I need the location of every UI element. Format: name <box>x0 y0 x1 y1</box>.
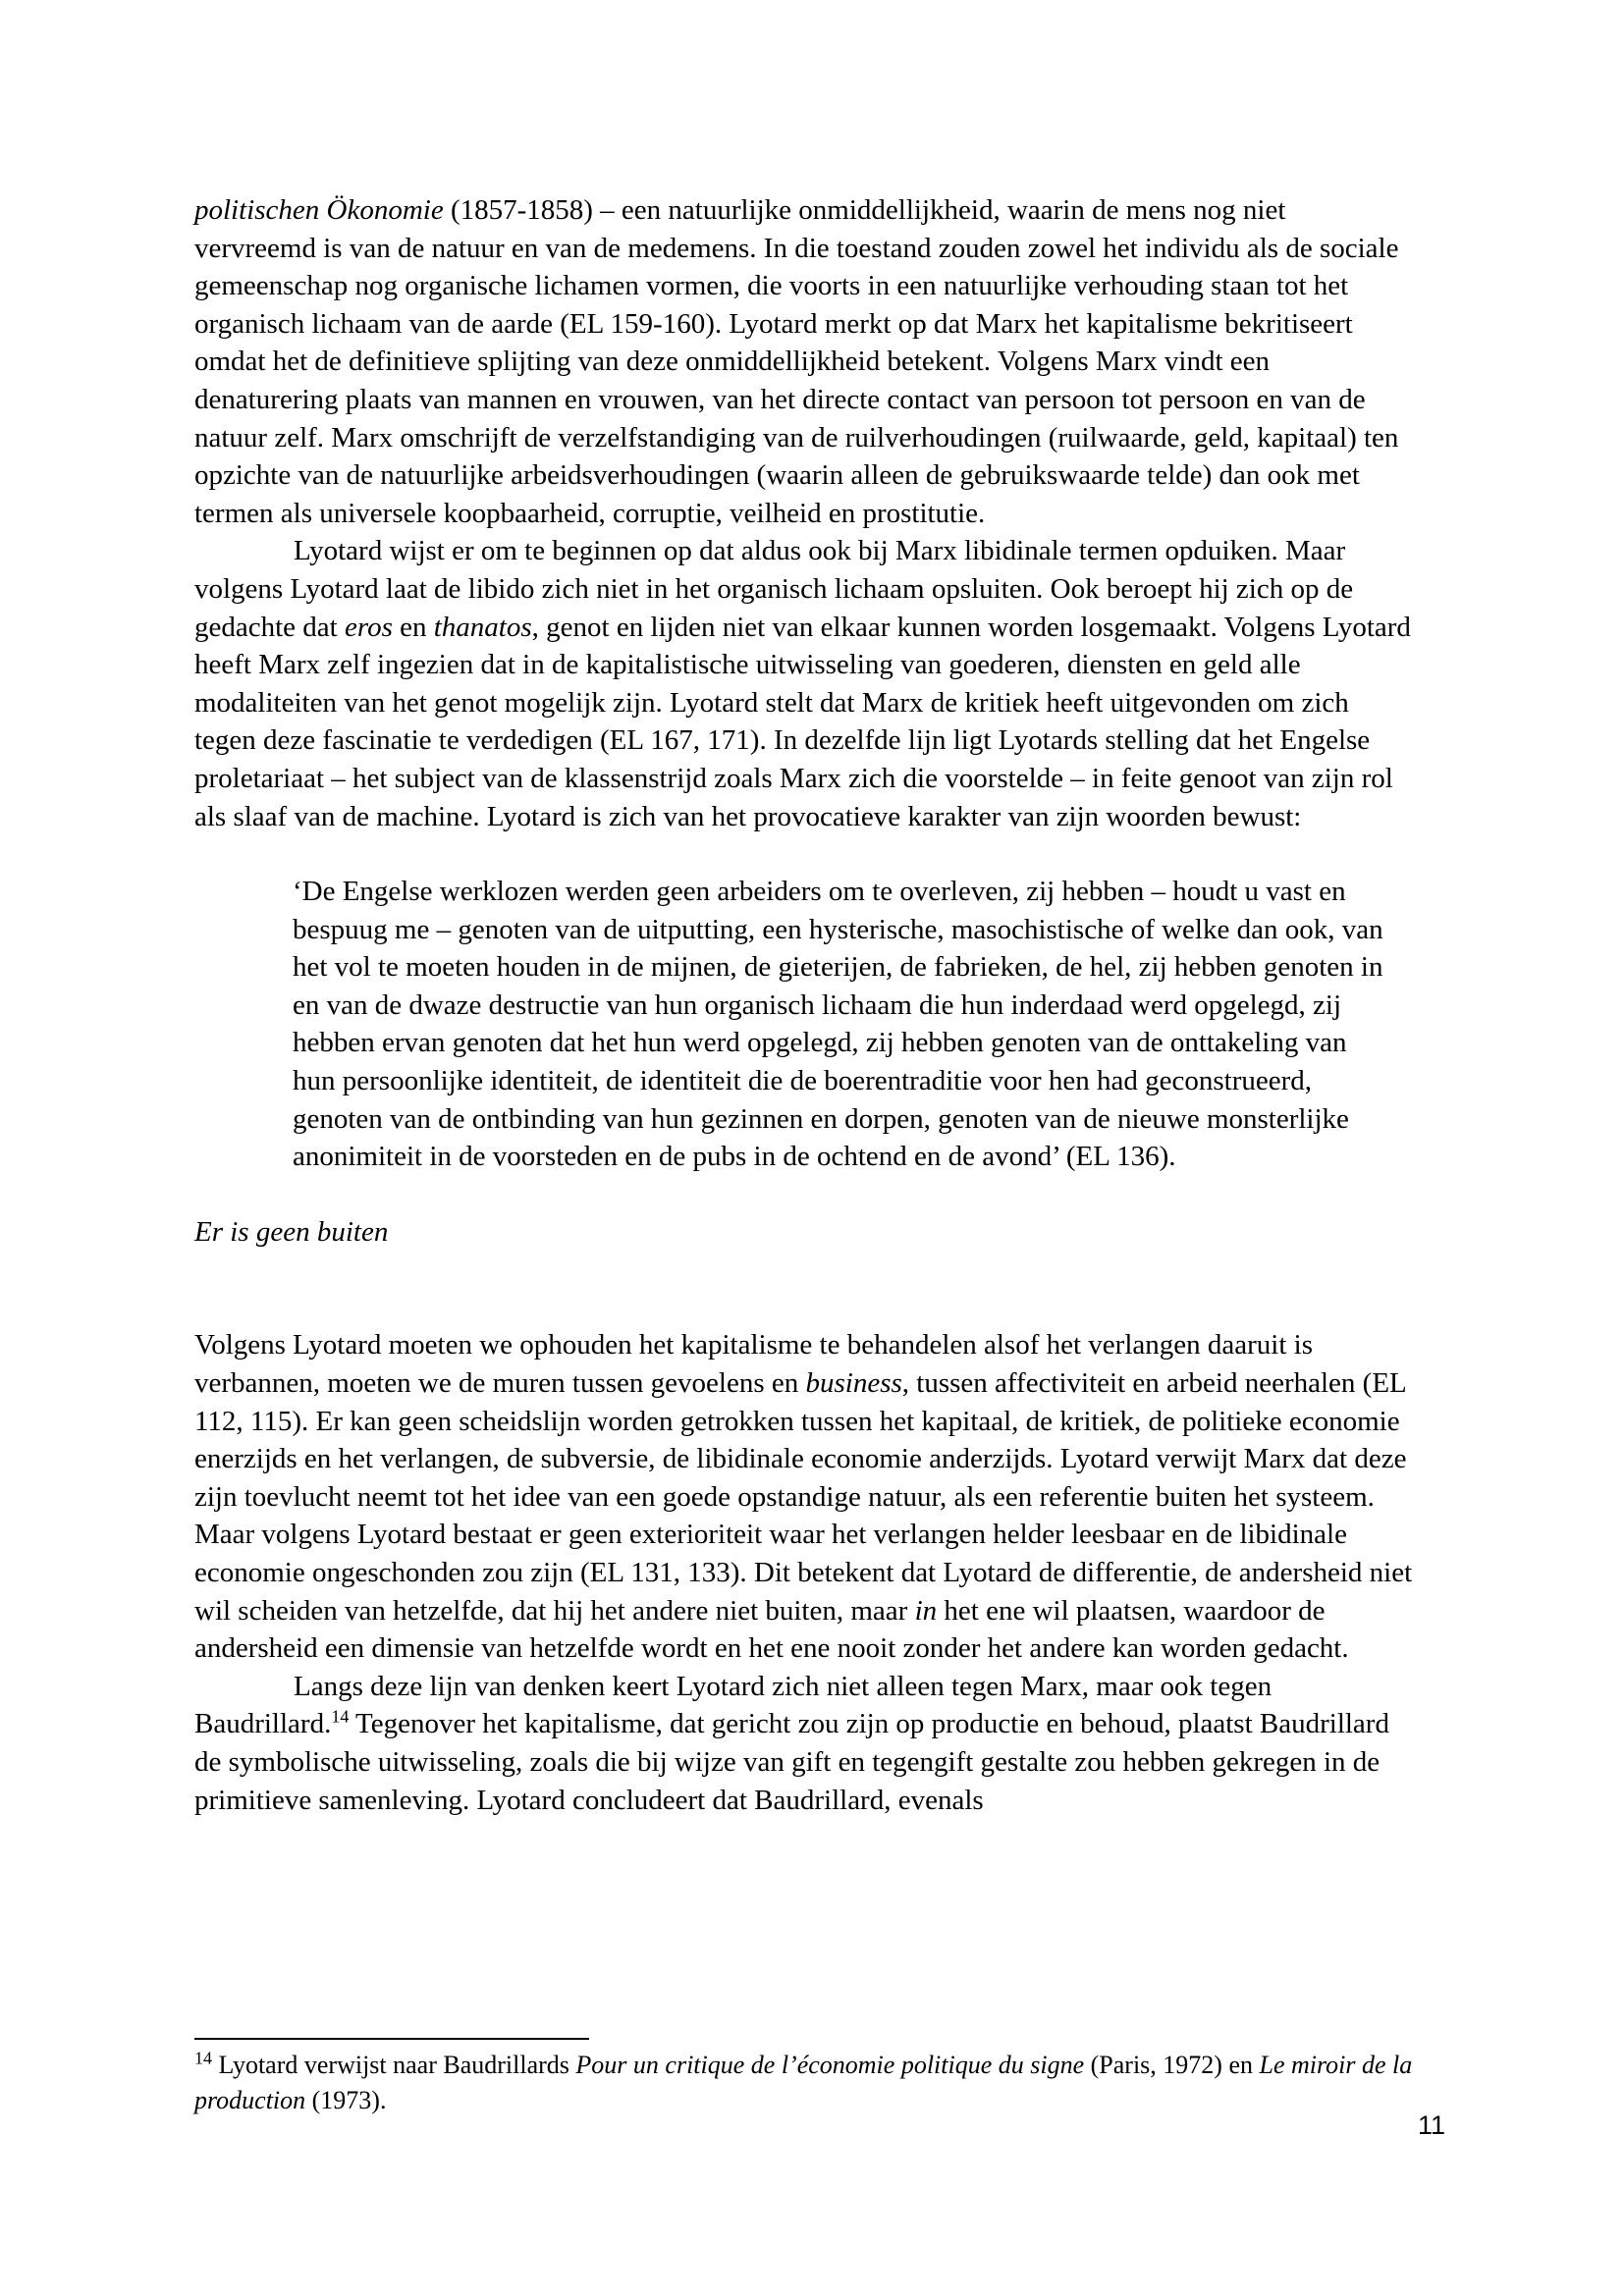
paragraph-1 <box>194 191 1414 532</box>
footnote-14 <box>194 2048 1414 2118</box>
footnote <box>194 2048 1414 2118</box>
paragraph-4-text-a: Langs deze lijn van denken keert Lyotard zich niet alleen tegen Marx, maar ook tegen Baudrillard. <box>194 1670 1272 1740</box>
footnote-title-2: Le miroir de la production <box>194 2051 1413 2114</box>
section-heading <box>194 1213 1414 1252</box>
footnote-separator <box>194 2038 589 2040</box>
paragraph-3-text-a: Volgens Lyotard moeten we ophouden het kapitalisme te behandelen alsof het verlangen daaruit is verbannen, moeten we de muren tussen gevoelens en <box>194 1329 1313 1400</box>
section-heading-text: Er is geen buiten <box>194 1215 389 1248</box>
paragraph-4-text-b: Tegenover het kapitalisme, dat gericht zou zijn op productie en behoud, plaatst Baudrillard de symbolische uitwisseling, zoals die bij wijze van gift en tegengift gestalte zou hebben gekregen in de primitieve samenleving. Lyotard concludeert dat Baudrillard, evenals <box>194 1708 1389 1816</box>
paragraph-4 <box>194 1668 1414 1819</box>
paragraph-3-text-b: , tussen affectiviteit en arbeid neerhalen (EL 112, 115). Er kan geen scheidslijn worden getrokken tussen het kapitaal, de kritiek, de politieke economie enerzijds en het verlangen, de subversie, de libidinale economie anderzijds. Lyotard verwijt Marx dat deze zijn toevlucht neemt tot het idee van een goede opstandige natuur, als een referentie buiten het systeem. Maar volgens Lyotard bestaat er geen exterioriteit waar het verlangen helder leesbaar en de libidinale economie ongeschonden zou zijn (EL 131, 133). Dit betekent dat Lyotard de differentie, de andersheid niet wil scheiden van hetzelfde, dat hij het andere niet buiten, maar <box>194 1367 1413 1627</box>
paragraph-2-text-a: Lyotard wijst er om te beginnen op dat aldus ook bij Marx libidinale termen opduiken. Maar volgens Lyotard laat de libido zich niet in het organisch lichaam opsluiten. Ook beroept hij zich op de gedachte dat <box>194 535 1354 643</box>
paragraph-2 <box>194 532 1414 835</box>
footnote-text-b: (Paris, 1972) en <box>1084 2051 1260 2079</box>
footnote-number: 14 <box>194 2048 212 2068</box>
term-thanatos: thanatos <box>433 611 532 643</box>
block-quote: ‘De Engelse werklozen werden geen arbeiders om te overleven, zij hebben – houdt u vast en bespuug me – genoten van de uitputting, een hysterische, masochistische of welke dan ook, van het vol te moeten houden in de mijnen, de gieterijen, de fabrieken, de hel, zij hebben genoten in en van de dwaze destructie van hun organisch lichaam die hun inderdaad werd opgelegd, zij hebben ervan genoten dat het hun werd opgelegd, zij hebben genoten van de onttakeling van hun persoonlijke identiteit, de identiteit die de boerentraditie voor hen had geconstrueerd, genoten van de ontbinding van hun gezinnen en dorpen, genoten van de nieuwe monsterlijke anonimiteit in de voorsteden en de pubs in de ochtend en de avond’ (EL 136). <box>293 876 1383 1173</box>
paragraph-3-text-c: het ene wil plaatsen, waardoor de andersheid een dimensie van hetzelfde wordt en het ene nooit zonder het andere kan worden gedacht. <box>194 1594 1349 1665</box>
paragraph-2-text-b: en <box>392 611 434 643</box>
term-eros: eros <box>344 611 393 643</box>
footnote-text-c: (1973). <box>305 2086 387 2114</box>
footnote-title-1: Pour un critique de l’économie politique du signe <box>575 2051 1085 2079</box>
term-business: business <box>805 1367 902 1400</box>
footnote-reference[interactable]: 14 <box>331 1706 350 1727</box>
main-text <box>194 191 1414 1819</box>
footnote-text-a: Lyotard verwijst naar Baudrillards <box>212 2051 576 2079</box>
paragraph-1-text: (1857-1858) – een natuurlijke onmiddellijkheid, waarin de mens nog niet vervreemd is van de natuur en van de medemens. In die toestand zouden zowel het individu als de sociale gemeenschap nog organische lichamen vormen, die voorts in een natuurlijke verhouding staan tot het organisch lichaam van de aarde (EL 159-160). Lyotard merkt op dat Marx het kapitalisme bekritiseert omdat het de definitieve splijting van deze onmiddellijkheid betekent. Volgens Marx vindt een denaturering plaats van mannen en vrouwen, van het directe contact van persoon tot persoon en van de natuur zelf. Marx omschrijft de verzelfstandiging van de ruilverhoudingen (ruilwaarde, geld, kapitaal) ten opzichte van de natuurlijke arbeidsverhoudingen (waarin alleen de gebruikswaarde telde) dan ook met termen als universele koopbaarheid, corruptie, veilheid en prostitutie. <box>194 194 1399 529</box>
paragraph-3 <box>194 1326 1414 1667</box>
term-in: in <box>914 1594 938 1627</box>
paragraph-2-text-c: , genot en lijden niet van elkaar kunnen worden losgemaakt. Volgens Lyotard heeft Marx zelf ingezien dat in de kapitalistische uitwisseling van goederen, diensten en geld alle modaliteiten van het genot mogelijk zijn. Lyotard stelt dat Marx de kritiek heeft uitgevonden om zich tegen deze fascinatie te verdedigen (EL 167, 171). In dezelfde lijn ligt Lyotards stelling dat het Engelse proletariaat – het subject van de klassenstrijd zoals Marx zich die voorstelde – in feite genoot van zijn rol als slaaf van de machine. Lyotard is zich van het provocatieve karakter van zijn woorden bewust: <box>194 611 1411 832</box>
book-title: politischen Ökonomie <box>194 194 444 226</box>
page-number: 11 <box>1417 2110 1445 2140</box>
